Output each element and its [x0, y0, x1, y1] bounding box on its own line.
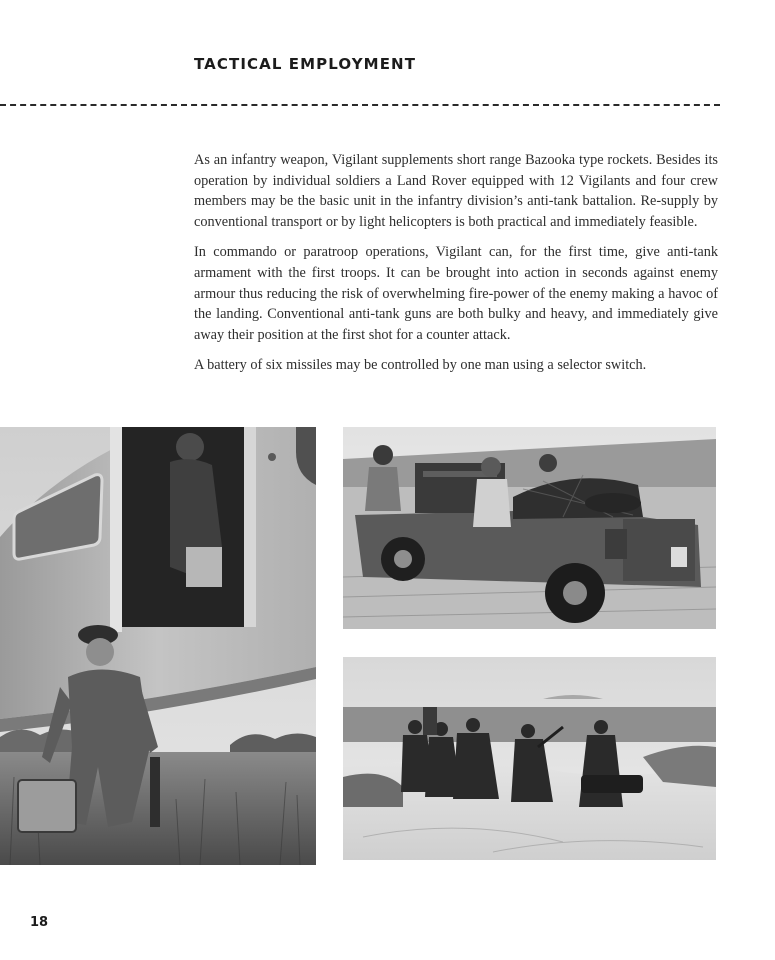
photo-troops-on-beach	[343, 657, 716, 860]
photo-aircraft-image	[0, 427, 316, 865]
paragraph-battery: A battery of six missiles may be controlled by one man using a selector switch.	[194, 357, 647, 374]
page-number: 18	[30, 915, 49, 930]
body-text	[194, 150, 718, 386]
paragraph-commando: In commando or paratroop operations, Vigilant can, for the first time, give anti-tank armament with the first troops. It can be brought into action in seconds against enemy armour thus reducing the risk of overwhelming fire-power of the enemy making a havoc of the landing. Conventional anti-tank guns are both bulky and heavy, and immediately give away their position at the first shot for a counter attack.	[194, 244, 718, 343]
photo-landrover-image	[343, 427, 716, 629]
photo-land-rover-crew	[343, 427, 716, 629]
page-heading: TACTICAL EMPLOYMENT	[194, 55, 417, 73]
dashed-divider	[0, 104, 720, 106]
photo-beach-image	[343, 657, 716, 860]
paragraph-infantry: As an infantry weapon, Vigilant supplements short range Bazooka type rockets. Besides its operation by individual soldiers a Land Rover equipped with 12 Vigilants and four crew members may be the basic unit in the infantry division’s anti-tank battalion. Re-supply by conventional transport or by light helicopters is both practical and immediately feasible.	[194, 152, 718, 230]
photo-soldier-leaving-aircraft	[0, 427, 316, 865]
